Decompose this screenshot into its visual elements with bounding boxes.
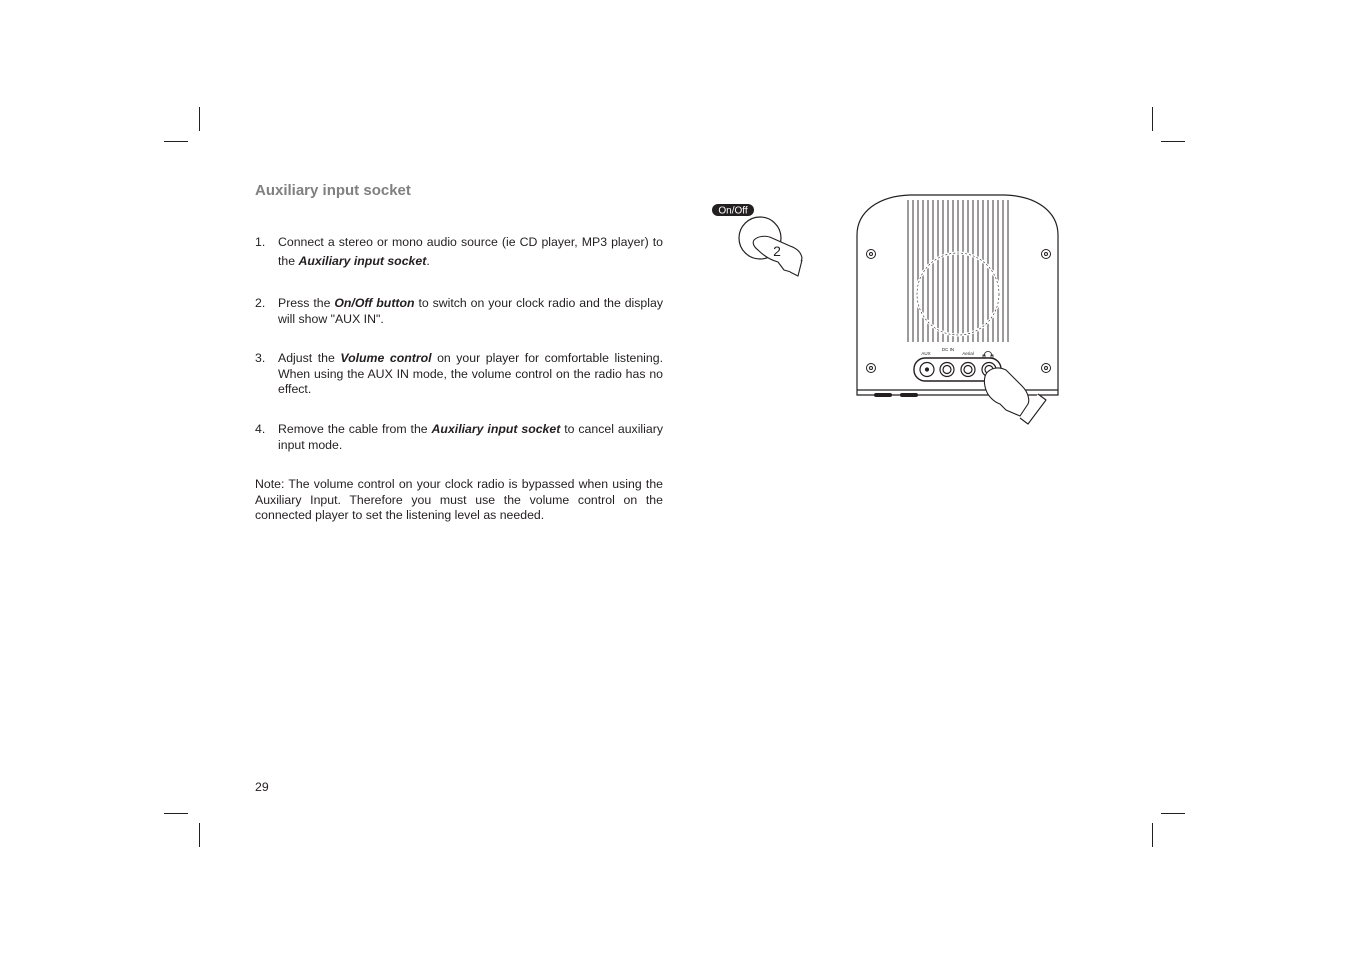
step-number: 4. bbox=[255, 422, 266, 436]
socket-label-aux: AUX bbox=[921, 351, 931, 356]
crop-mark bbox=[164, 141, 188, 142]
crop-mark bbox=[1161, 813, 1185, 814]
step-item bbox=[255, 351, 663, 398]
socket-label-aerial: Aerial bbox=[962, 351, 974, 356]
step-item bbox=[255, 296, 663, 327]
crop-mark bbox=[199, 107, 200, 131]
crop-mark bbox=[1152, 107, 1153, 131]
step-number: 3. bbox=[255, 351, 266, 365]
page-number: 29 bbox=[255, 780, 269, 794]
step-text: Press the On/Off button to switch on your clock radio and the display will show "AUX IN". bbox=[278, 296, 663, 326]
crop-mark bbox=[199, 823, 200, 847]
onoff-label: On/Off bbox=[718, 205, 748, 217]
step-item bbox=[255, 422, 663, 453]
step-text: Adjust the Volume control on your player for comfortable listening. When using the AUX IN mode, the volume control on the radio has no effect. bbox=[278, 351, 663, 397]
onoff-illustration bbox=[706, 200, 821, 285]
crop-mark bbox=[164, 813, 188, 814]
section-title: Auxiliary input socket bbox=[255, 182, 411, 199]
socket-label-dc-in: DC IN bbox=[941, 347, 955, 352]
radio-back-illustration bbox=[850, 190, 1065, 430]
step-text: Remove the cable from the Auxiliary input socket to cancel auxiliary input mode. bbox=[278, 422, 663, 452]
crop-mark bbox=[1161, 141, 1185, 142]
step-marker: 2 bbox=[773, 243, 781, 259]
crop-mark bbox=[1152, 823, 1153, 847]
note-paragraph: Note: The volume control on your clock radio is bypassed when using the Auxiliary Input. Therefore you must use the volume control on the connected player to set the listening level as needed. bbox=[255, 477, 663, 523]
step-item bbox=[255, 233, 663, 271]
step-number: 1. bbox=[255, 235, 266, 249]
step-text: Connect a stereo or mono audio source (ie CD player, MP3 player) to the Auxiliary input socket. bbox=[278, 235, 663, 268]
step-number: 2. bbox=[255, 296, 266, 310]
